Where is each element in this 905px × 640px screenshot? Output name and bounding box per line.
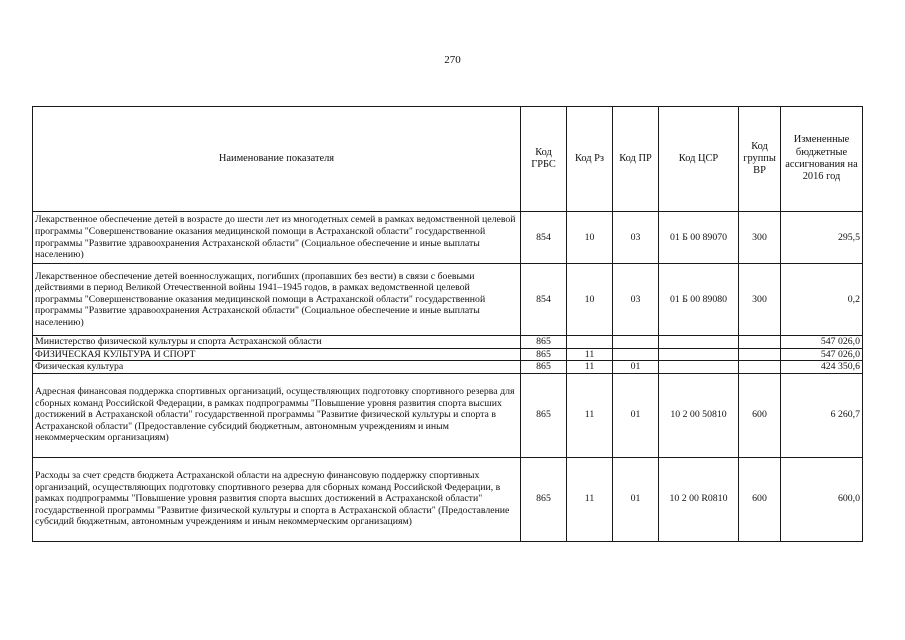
cell-vr: 600 bbox=[739, 457, 781, 541]
cell-csr: 10 2 00 50810 bbox=[659, 373, 739, 457]
cell-pr: 03 bbox=[613, 212, 659, 264]
cell-grbs: 854 bbox=[521, 212, 567, 264]
cell-name: Адресная финансовая поддержка спортивных организаций, осуществляющих подготовку спортивного резерва для сборных команд Российской Федерации, в рамках подпрограммы "Повышение уровня развития спорта высших достижений в Астраханской области" государственной программы "Развитие физической культуры и спорта в Астраханской области" (Предоставление субсидий бюджетным, автономным учреждениям и иным некоммерческим организациям) bbox=[33, 373, 521, 457]
cell-name: Лекарственное обеспечение детей военнослужащих, погибших (пропавших без вести) в связи с боевыми действиями в период Великой Отечественной войны 1941–1945 годов, в рамках ведомственной целевой программы "Совершенствование оказания медицинской помощи в Астраханской области" государственной программы "Развитие здравоохранения Астраханской области" (Социальное обеспечение и иные выплаты населению) bbox=[33, 264, 521, 336]
cell-name: Министерство физической культуры и спорта Астраханской области bbox=[33, 336, 521, 349]
cell-rz: 11 bbox=[567, 457, 613, 541]
cell-rz: 10 bbox=[567, 212, 613, 264]
cell-amount: 295,5 bbox=[781, 212, 863, 264]
header-vr: Код группы ВР bbox=[739, 107, 781, 212]
cell-vr bbox=[739, 348, 781, 361]
cell-vr: 300 bbox=[739, 264, 781, 336]
cell-csr: 01 Б 00 89070 bbox=[659, 212, 739, 264]
cell-pr: 01 bbox=[613, 457, 659, 541]
cell-csr bbox=[659, 361, 739, 374]
page-number: 270 bbox=[444, 54, 461, 66]
header-name: Наименование показателя bbox=[33, 107, 521, 212]
cell-pr bbox=[613, 336, 659, 349]
cell-pr: 01 bbox=[613, 373, 659, 457]
cell-amount: 547 026,0 bbox=[781, 336, 863, 349]
cell-name: ФИЗИЧЕСКАЯ КУЛЬТУРА И СПОРТ bbox=[33, 348, 521, 361]
header-amount: Измененные бюджетные ассигнования на 2016 год bbox=[781, 107, 863, 212]
cell-vr: 600 bbox=[739, 373, 781, 457]
table-row bbox=[33, 212, 863, 264]
cell-rz: 11 bbox=[567, 361, 613, 374]
cell-vr bbox=[739, 361, 781, 374]
cell-vr: 300 bbox=[739, 212, 781, 264]
cell-name: Расходы за счет средств бюджета Астраханской области на адресную финансовую поддержку спортивных организаций, осуществляющих подготовку спортивного резерва для сборных команд Российской Федерации, в рамках подпрограммы "Повышение уровня развития спорта высших достижений в Астраханской области" государственной программы "Развитие физической культуры и спорта в Астраханской области" (Предоставление субсидий бюджетным, автономным учреждениям и иным некоммерческим организациям) bbox=[33, 457, 521, 541]
cell-csr bbox=[659, 336, 739, 349]
header-pr: Код ПР bbox=[613, 107, 659, 212]
cell-pr: 03 bbox=[613, 264, 659, 336]
table-row bbox=[33, 361, 863, 374]
table-row bbox=[33, 348, 863, 361]
cell-pr bbox=[613, 348, 659, 361]
cell-name: Лекарственное обеспечение детей в возрасте до шести лет из многодетных семей в рамках ведомственной целевой программы "Совершенствование оказания медицинской помощи в Астраханской области" государственной программы "Развитие здравоохранения Астраханской области" (Социальное обеспечение и иные выплаты населению) bbox=[33, 212, 521, 264]
table-row bbox=[33, 336, 863, 349]
table-row bbox=[33, 373, 863, 457]
cell-grbs: 865 bbox=[521, 336, 567, 349]
cell-vr bbox=[739, 336, 781, 349]
table-row bbox=[33, 457, 863, 541]
cell-amount: 0,2 bbox=[781, 264, 863, 336]
table-row bbox=[33, 264, 863, 336]
cell-rz: 11 bbox=[567, 348, 613, 361]
cell-amount: 6 260,7 bbox=[781, 373, 863, 457]
header-csr: Код ЦСР bbox=[659, 107, 739, 212]
cell-rz bbox=[567, 336, 613, 349]
cell-csr: 01 Б 00 89080 bbox=[659, 264, 739, 336]
cell-grbs: 865 bbox=[521, 348, 567, 361]
cell-grbs: 854 bbox=[521, 264, 567, 336]
cell-amount: 547 026,0 bbox=[781, 348, 863, 361]
cell-rz: 10 bbox=[567, 264, 613, 336]
cell-csr bbox=[659, 348, 739, 361]
cell-grbs: 865 bbox=[521, 373, 567, 457]
budget-table bbox=[32, 106, 863, 542]
cell-grbs: 865 bbox=[521, 361, 567, 374]
cell-rz: 11 bbox=[567, 373, 613, 457]
cell-name: Физическая культура bbox=[33, 361, 521, 374]
cell-amount: 424 350,6 bbox=[781, 361, 863, 374]
cell-csr: 10 2 00 R0810 bbox=[659, 457, 739, 541]
cell-amount: 600,0 bbox=[781, 457, 863, 541]
cell-pr: 01 bbox=[613, 361, 659, 374]
header-rz: Код Рз bbox=[567, 107, 613, 212]
header-grbs: Код ГРБС bbox=[521, 107, 567, 212]
cell-grbs: 865 bbox=[521, 457, 567, 541]
header-row bbox=[33, 107, 863, 212]
